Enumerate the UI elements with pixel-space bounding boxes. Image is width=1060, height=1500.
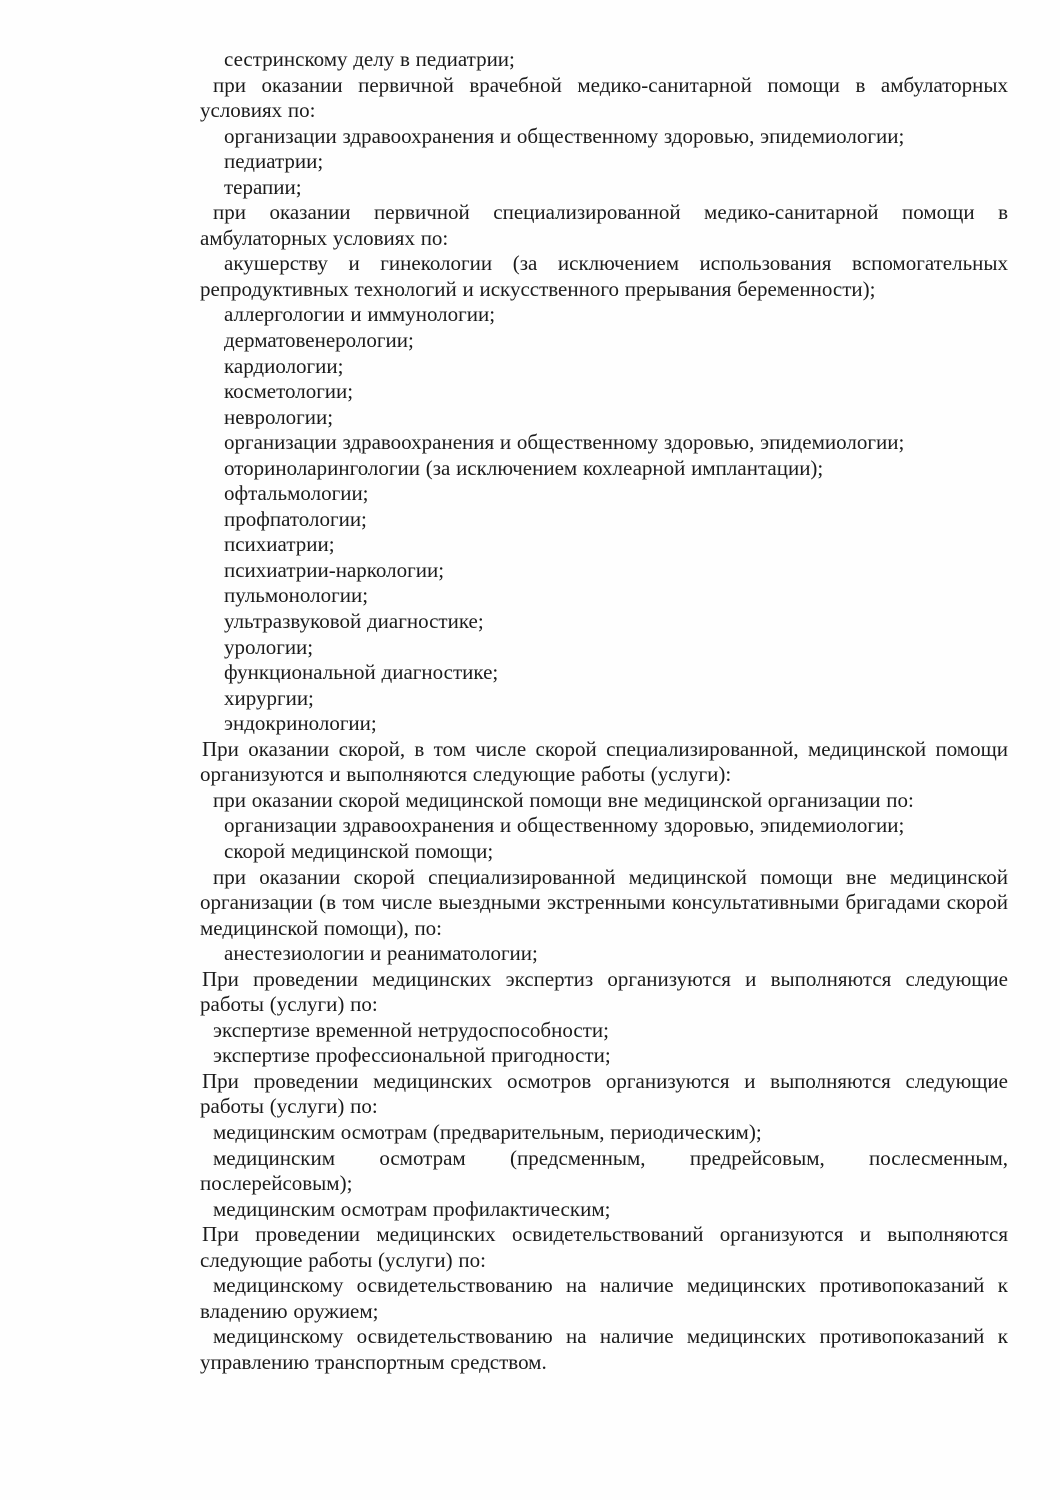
paragraph: пульмонологии; bbox=[224, 583, 369, 608]
paragraph: урологии; bbox=[224, 634, 314, 659]
paragraph: акушерству и гинекологии (за исключением использования вспомогательных репродуктивных технологий и искусственного прерывания беременности); bbox=[200, 251, 1008, 301]
paragraph: хирургии; bbox=[224, 685, 314, 710]
paragraph: при оказании скорой медицинской помощи вне медицинской организации по: bbox=[213, 787, 914, 812]
paragraph: организации здравоохранения и общественному здоровью, эпидемиологии; bbox=[224, 430, 905, 455]
paragraph: экспертизе профессиональной пригодности; bbox=[213, 1043, 611, 1068]
paragraph: косметологии; bbox=[224, 379, 354, 404]
paragraph: медицинским осмотрам (предсменным, предрейсовым, послесменным, послерейсовым); bbox=[200, 1145, 1008, 1196]
paragraph: анестезиологии и реаниматологии; bbox=[224, 941, 538, 966]
paragraph: При проведении медицинских осмотров организуются и выполняются следующие работы (услуги) по: bbox=[200, 1068, 1008, 1119]
paragraph: медицинским осмотрам профилактическим; bbox=[213, 1196, 611, 1221]
paragraph: сестринскому делу в педиатрии; bbox=[224, 47, 515, 71]
paragraph: психиатрии-наркологии; bbox=[224, 557, 445, 582]
paragraph: аллергологии и иммунологии; bbox=[224, 302, 496, 327]
paragraph: медицинскому освидетельствованию на наличие медицинских противопоказаний к управлению транспортным средством. bbox=[200, 1324, 1008, 1374]
paragraph: При проведении медицинских освидетельствований организуются и выполняются следующие работы (услуги) по: bbox=[200, 1222, 1008, 1272]
paragraph: кардиологии; bbox=[224, 353, 344, 378]
license-services-text-block bbox=[200, 47, 1008, 1375]
paragraph: психиатрии; bbox=[224, 532, 335, 557]
paragraph: терапии; bbox=[224, 174, 302, 199]
paragraph: дерматовенерологии; bbox=[224, 328, 414, 353]
paragraph: оториноларингологии (за исключением кохлеарной имплантации); bbox=[224, 455, 824, 480]
paragraph: педиатрии; bbox=[224, 149, 324, 174]
paragraph: скорой медицинской помощи; bbox=[224, 838, 494, 863]
paragraph: медицинскому освидетельствованию на наличие медицинских противопоказаний к владению оружием; bbox=[200, 1273, 1008, 1323]
paragraph: при оказании первичной специализированной медико-санитарной помощи в амбулаторных условиях по: bbox=[200, 200, 1008, 250]
paragraph: При оказании скорой, в том числе скорой специализированной, медицинской помощи организуются и выполняются следующие работы (услуги): bbox=[200, 736, 1008, 787]
paragraph: офтальмологии; bbox=[224, 481, 369, 506]
paragraph: функциональной диагностике; bbox=[224, 660, 499, 685]
paragraph: при оказании скорой специализированной медицинской помощи вне медицинской организации (в том числе выездными экстренными консультативными бригадами скорой медицинской помощи), по: bbox=[200, 864, 1008, 940]
paragraph: профпатологии; bbox=[224, 506, 367, 531]
paragraph: При проведении медицинских экспертиз организуются и выполняются следующие работы (услуги) по: bbox=[200, 966, 1008, 1017]
paragraph: при оказании первичной врачебной медико-санитарной помощи в амбулаторных условиях по: bbox=[200, 72, 1008, 123]
paragraph: эндокринологии; bbox=[224, 711, 377, 736]
paragraph: организации здравоохранения и общественному здоровью, эпидемиологии; bbox=[224, 813, 905, 838]
paragraph: ультразвуковой диагностике; bbox=[224, 609, 484, 634]
paragraph: неврологии; bbox=[224, 404, 334, 429]
paragraph: экспертизе временной нетрудоспособности; bbox=[213, 1017, 609, 1042]
paragraph: медицинским осмотрам (предварительным, периодическим); bbox=[213, 1119, 762, 1144]
paragraph: организации здравоохранения и общественному здоровью, эпидемиологии; bbox=[224, 123, 905, 148]
